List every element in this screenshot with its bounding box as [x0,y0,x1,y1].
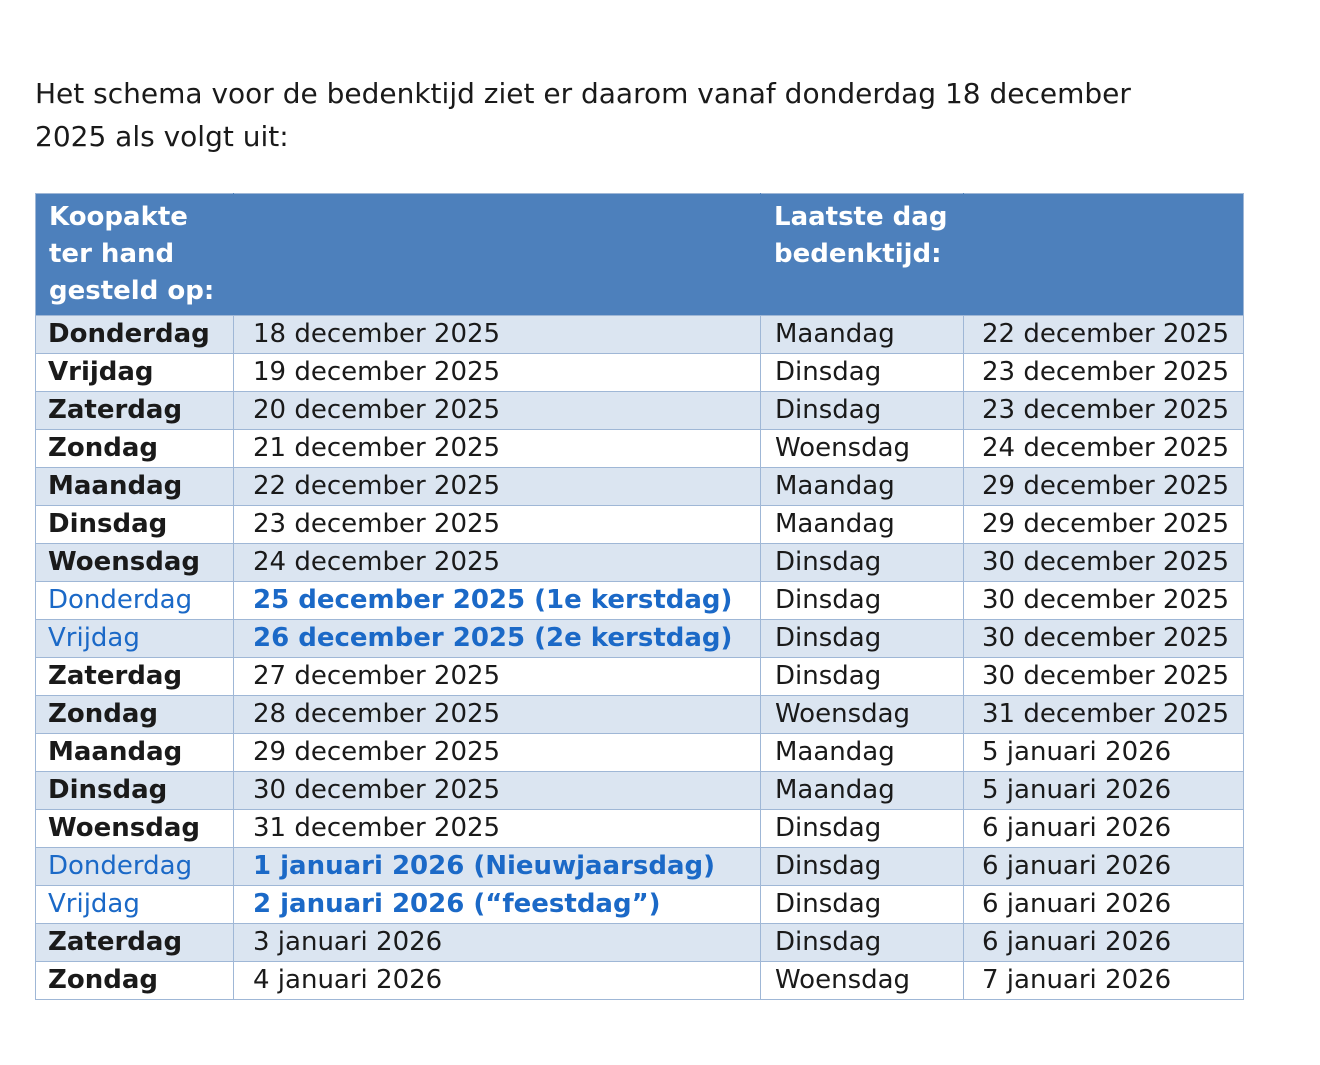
cell-lastday-day: Maandag [761,506,964,544]
cell-handover-date: 21 december 2025 [234,430,761,468]
cell-handover-day: Maandag [36,468,234,506]
cell-lastday-date: 30 december 2025 [964,544,1244,582]
table-row [36,620,1244,658]
table-row [36,886,1244,924]
cell-handover-day: Dinsdag [36,506,234,544]
cell-lastday-date: 29 december 2025 [964,468,1244,506]
cell-lastday-date: 5 januari 2026 [964,734,1244,772]
col-header-laatste-dag: Laatste dag bedenktijd: [761,194,964,316]
cell-lastday-date: 7 januari 2026 [964,962,1244,1000]
cell-handover-day: Donderdag [36,316,234,354]
cell-handover-date: 19 december 2025 [234,354,761,392]
cell-lastday-date: 6 januari 2026 [964,886,1244,924]
cell-lastday-date: 22 december 2025 [964,316,1244,354]
col-header-koopakte: Koopakte ter hand gesteld op: [36,194,234,316]
cell-lastday-day: Dinsdag [761,924,964,962]
table-row [36,658,1244,696]
cell-handover-date: 3 januari 2026 [234,924,761,962]
cell-lastday-day: Dinsdag [761,658,964,696]
cell-handover-date: 24 december 2025 [234,544,761,582]
table-row [36,924,1244,962]
cell-handover-date: 25 december 2025 (1e kerstdag) [234,582,761,620]
table-row [36,430,1244,468]
cell-handover-day: Maandag [36,734,234,772]
cell-lastday-date: 30 december 2025 [964,658,1244,696]
cell-handover-day: Zondag [36,430,234,468]
cell-handover-date: 2 januari 2026 (“feestdag”) [234,886,761,924]
cell-handover-day: Vrijdag [36,620,234,658]
cell-lastday-day: Woensdag [761,696,964,734]
table-row [36,316,1244,354]
cell-lastday-day: Dinsdag [761,582,964,620]
cell-handover-date: 20 december 2025 [234,392,761,430]
cell-handover-date: 29 december 2025 [234,734,761,772]
cell-lastday-day: Maandag [761,468,964,506]
cell-handover-day: Donderdag [36,582,234,620]
cell-lastday-day: Dinsdag [761,392,964,430]
cell-lastday-date: 30 december 2025 [964,582,1244,620]
cell-lastday-date: 29 december 2025 [964,506,1244,544]
cell-lastday-day: Dinsdag [761,886,964,924]
cell-handover-day: Zondag [36,696,234,734]
cell-handover-day: Donderdag [36,848,234,886]
cell-lastday-day: Dinsdag [761,848,964,886]
cell-lastday-day: Maandag [761,316,964,354]
table-row [36,582,1244,620]
table-row [36,772,1244,810]
table-row [36,696,1244,734]
cell-lastday-day: Maandag [761,734,964,772]
table-row [36,962,1244,1000]
table-row [36,810,1244,848]
cell-lastday-date: 6 januari 2026 [964,810,1244,848]
table-header [36,194,1244,316]
table-row [36,848,1244,886]
cell-lastday-day: Woensdag [761,430,964,468]
intro-line-2: 2025 als volgt uit: [35,120,289,153]
cell-handover-day: Vrijdag [36,886,234,924]
cell-lastday-day: Dinsdag [761,544,964,582]
cell-handover-date: 30 december 2025 [234,772,761,810]
table-row [36,544,1244,582]
cell-handover-day: Zaterdag [36,658,234,696]
table-row [36,392,1244,430]
cell-lastday-date: 24 december 2025 [964,430,1244,468]
cell-handover-date: 4 januari 2026 [234,962,761,1000]
bedenktijd-schedule-table [35,193,1244,1000]
cell-lastday-day: Dinsdag [761,354,964,392]
cell-handover-date: 31 december 2025 [234,810,761,848]
cell-handover-day: Woensdag [36,544,234,582]
cell-handover-date: 28 december 2025 [234,696,761,734]
cell-handover-date: 23 december 2025 [234,506,761,544]
cell-handover-date: 26 december 2025 (2e kerstdag) [234,620,761,658]
table-row [36,354,1244,392]
cell-lastday-date: 6 januari 2026 [964,848,1244,886]
cell-lastday-day: Maandag [761,772,964,810]
cell-handover-day: Vrijdag [36,354,234,392]
table-row [36,468,1244,506]
cell-handover-day: Zaterdag [36,392,234,430]
cell-lastday-date: 23 december 2025 [964,354,1244,392]
cell-lastday-date: 31 december 2025 [964,696,1244,734]
cell-handover-date: 18 december 2025 [234,316,761,354]
cell-handover-date: 27 december 2025 [234,658,761,696]
cell-handover-day: Zondag [36,962,234,1000]
cell-handover-date: 1 januari 2026 (Nieuwjaarsdag) [234,848,761,886]
cell-lastday-day: Woensdag [761,962,964,1000]
cell-lastday-day: Dinsdag [761,620,964,658]
col-header-lastday-date [964,194,1244,316]
cell-lastday-day: Dinsdag [761,810,964,848]
cell-lastday-date: 5 januari 2026 [964,772,1244,810]
cell-handover-day: Dinsdag [36,772,234,810]
cell-handover-date: 22 december 2025 [234,468,761,506]
cell-lastday-date: 23 december 2025 [964,392,1244,430]
col-header-handover-date [234,194,761,316]
table-body [36,316,1244,1000]
table-row [36,506,1244,544]
table-header-row [36,194,1244,316]
intro-paragraph [35,72,1320,158]
cell-lastday-date: 30 december 2025 [964,620,1244,658]
cell-handover-day: Zaterdag [36,924,234,962]
intro-line-1: Het schema voor de bedenktijd ziet er daarom vanaf donderdag 18 december [35,77,1131,110]
table-row [36,734,1244,772]
cell-lastday-date: 6 januari 2026 [964,924,1244,962]
cell-handover-day: Woensdag [36,810,234,848]
